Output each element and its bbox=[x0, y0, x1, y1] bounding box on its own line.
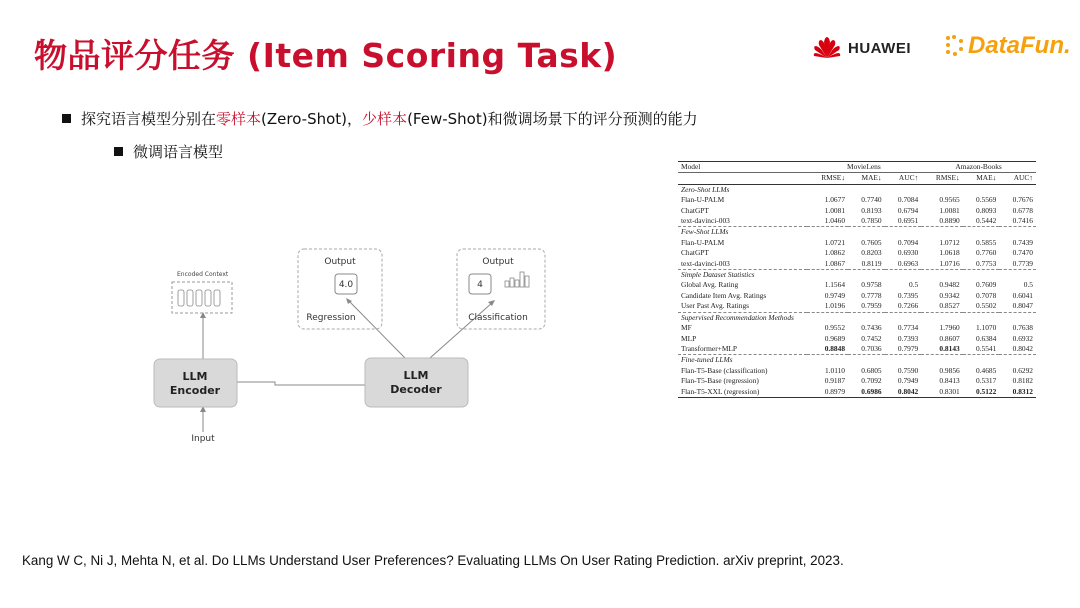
context-vectors bbox=[178, 290, 220, 306]
metric-cell: 0.7949 bbox=[897, 376, 919, 386]
metric-cell: 0.8203 bbox=[861, 248, 882, 258]
decoder-label-line1: LLM bbox=[403, 369, 429, 382]
table-row bbox=[678, 387, 1036, 398]
metric-cell: 1.0716 bbox=[939, 258, 960, 268]
bullet-1-few-shot: 少样本 bbox=[362, 110, 408, 128]
classification-label: Classification bbox=[468, 313, 528, 323]
datafun-mark-icon bbox=[944, 34, 966, 58]
metric-cell: 0.7734 bbox=[897, 323, 919, 333]
metric-cell: 0.7778 bbox=[861, 290, 882, 300]
metric-cell: 0.7036 bbox=[861, 343, 882, 353]
encoder-label-line1: LLM bbox=[182, 370, 208, 383]
bullet-square-icon bbox=[62, 114, 71, 123]
section-name: Simple Dataset Statistics bbox=[678, 270, 1036, 281]
bullet-square-icon bbox=[114, 147, 123, 156]
metric-cell: 0.4685 bbox=[976, 365, 997, 375]
section-name: Fine-tuned LLMs bbox=[678, 355, 1036, 366]
metric-header: RMSE↓ bbox=[807, 173, 848, 184]
datafun-wordmark: DataFun. bbox=[968, 32, 1071, 59]
metric-cell: 0.5502 bbox=[976, 301, 997, 311]
model-name-cell: Flan-U-PALM bbox=[681, 195, 725, 205]
classification-value: 4 bbox=[477, 280, 483, 290]
metric-cell: 1.0618 bbox=[939, 248, 960, 258]
table-row bbox=[678, 206, 1036, 216]
section-name: Zero-Shot LLMs bbox=[678, 184, 1036, 195]
model-name-cell: User Past Avg. Ratings bbox=[681, 301, 750, 311]
table-row bbox=[678, 376, 1036, 386]
encoder-label-line2: Encoder bbox=[169, 384, 221, 397]
table-row bbox=[678, 280, 1036, 290]
regression-value: 4.0 bbox=[338, 280, 354, 290]
table-section-header bbox=[678, 227, 1036, 238]
bullet-1-zero-shot: 零样本 bbox=[216, 110, 262, 128]
table-row bbox=[678, 344, 1036, 355]
metric-cell: 1.0110 bbox=[824, 365, 846, 375]
table-row bbox=[678, 259, 1036, 270]
metric-cell: 0.6930 bbox=[897, 248, 919, 258]
model-name-cell: Global Avg. Rating bbox=[681, 280, 739, 290]
metric-cell: 0.9342 bbox=[939, 290, 960, 300]
model-name-cell: ChatGPT bbox=[681, 248, 709, 258]
metric-cell: 0.7609 bbox=[976, 280, 997, 290]
table-row bbox=[678, 238, 1036, 248]
metric-cell: 0.9749 bbox=[824, 290, 846, 300]
metric-cell: 0.7760 bbox=[976, 248, 997, 258]
metric-cell: 0.6778 bbox=[1012, 205, 1033, 215]
metric-cell: 0.7959 bbox=[861, 301, 882, 311]
page-title: 物品评分任务 (Item Scoring Task) bbox=[34, 36, 618, 75]
metric-cell: 0.8093 bbox=[976, 205, 997, 215]
metric-cell: 0.5855 bbox=[976, 237, 997, 247]
metric-cell: 0.7739 bbox=[1012, 258, 1033, 268]
metric-cell: 0.6292 bbox=[1012, 365, 1033, 375]
metric-cell: 0.7753 bbox=[976, 258, 997, 268]
metric-cell: 0.8301 bbox=[921, 387, 962, 398]
classification-output-label: Output bbox=[482, 257, 514, 267]
group-amazon-books: Amazon-Books bbox=[921, 162, 1036, 173]
metric-cell: 0.7676 bbox=[1012, 195, 1033, 205]
metric-header: MAE↓ bbox=[848, 173, 885, 184]
datafun-logo bbox=[944, 32, 1071, 60]
metric-cell: 0.6986 bbox=[848, 387, 885, 398]
metric-cell: 0.9689 bbox=[824, 333, 846, 343]
metric-cell: 1.0196 bbox=[824, 301, 846, 311]
huawei-wordmark: HUAWEI bbox=[848, 39, 911, 57]
metric-cell: 0.9565 bbox=[939, 195, 960, 205]
regression-label: Regression bbox=[306, 313, 356, 323]
metric-cell: 0.7092 bbox=[861, 376, 882, 386]
metric-header: AUC↑ bbox=[885, 173, 922, 184]
bullet-2 bbox=[114, 141, 223, 162]
metric-cell: 0.5 bbox=[1023, 280, 1033, 290]
table-section-header bbox=[678, 184, 1036, 195]
table-row bbox=[678, 301, 1036, 312]
metric-cell: 0.6951 bbox=[897, 216, 919, 226]
table-row bbox=[678, 248, 1036, 258]
regression-output-label: Output bbox=[324, 257, 356, 267]
section-name: Few-Shot LLMs bbox=[678, 227, 1036, 238]
col-model-header: Model bbox=[678, 162, 807, 173]
model-name-cell: Candidate Item Avg. Ratings bbox=[681, 290, 767, 300]
results-table bbox=[678, 161, 1036, 398]
metric-cell: 1.0081 bbox=[939, 205, 960, 215]
bullet-1-text-b: (Zero-Shot)， bbox=[261, 110, 363, 128]
table-section-header bbox=[678, 270, 1036, 281]
group-movielens: MovieLens bbox=[807, 162, 922, 173]
metric-cell: 0.7436 bbox=[861, 323, 882, 333]
metric-cell: 0.5317 bbox=[976, 376, 997, 386]
table-row bbox=[678, 195, 1036, 205]
table-row bbox=[678, 366, 1036, 376]
metric-cell: 0.5442 bbox=[976, 216, 997, 226]
metric-cell: 0.7638 bbox=[1012, 323, 1033, 333]
metric-cell: 0.6041 bbox=[1012, 290, 1033, 300]
model-name-cell: Flan-T5-Base (classification) bbox=[681, 365, 768, 375]
metric-cell: 0.8042 bbox=[1012, 343, 1033, 353]
metric-cell: 0.7393 bbox=[897, 333, 919, 343]
metric-cell: 0.8890 bbox=[939, 216, 960, 226]
metric-cell: 0.7850 bbox=[861, 216, 882, 226]
metric-cell: 0.8193 bbox=[861, 205, 882, 215]
metric-cell: 0.8607 bbox=[939, 333, 960, 343]
table-section-header bbox=[678, 355, 1036, 366]
metric-cell: 0.5 bbox=[908, 280, 919, 290]
metric-cell: 0.7416 bbox=[1012, 216, 1033, 226]
bullet-2-text: 微调语言模型 bbox=[133, 143, 224, 161]
metric-cell: 1.0460 bbox=[824, 216, 846, 226]
metric-cell: 0.7590 bbox=[897, 365, 919, 375]
section-name: Supervised Recommendation Methods bbox=[678, 312, 1036, 323]
metric-cell: 0.9758 bbox=[861, 280, 882, 290]
metric-cell: 0.7078 bbox=[976, 290, 997, 300]
metric-header: RMSE↓ bbox=[921, 173, 962, 184]
metric-cell: 0.7094 bbox=[897, 237, 919, 247]
metric-cell: 0.9552 bbox=[824, 323, 846, 333]
logo-area bbox=[812, 32, 1072, 72]
metric-cell: 0.6794 bbox=[897, 205, 919, 215]
metric-cell: 1.0862 bbox=[824, 248, 846, 258]
model-name-cell: Flan-T5-XXL (regression) bbox=[678, 387, 807, 398]
metric-cell: 1.0712 bbox=[939, 237, 960, 247]
model-name-cell: MF bbox=[681, 323, 692, 333]
metric-cell: 0.6932 bbox=[1012, 333, 1033, 343]
metric-cell: 0.7395 bbox=[897, 290, 919, 300]
metric-cell: 1.1564 bbox=[824, 280, 846, 290]
metric-cell: 0.7605 bbox=[861, 237, 882, 247]
encoded-context-label: Encoded Context bbox=[177, 271, 229, 278]
table-row bbox=[678, 216, 1036, 227]
metric-cell: 0.7084 bbox=[897, 195, 919, 205]
metric-cell: 0.8312 bbox=[999, 387, 1036, 398]
metric-cell: 1.7960 bbox=[939, 323, 960, 333]
metric-cell: 0.7740 bbox=[861, 195, 882, 205]
metric-cell: 0.9187 bbox=[824, 376, 846, 386]
bullet-1 bbox=[62, 108, 698, 129]
metric-cell: 0.8413 bbox=[939, 376, 960, 386]
metric-header: AUC↑ bbox=[999, 173, 1036, 184]
metric-cell: 0.5541 bbox=[976, 343, 997, 353]
table-row bbox=[678, 323, 1036, 333]
decoder-label-line2: Decoder bbox=[390, 383, 442, 396]
model-name-cell: Flan-T5-Base (regression) bbox=[681, 376, 759, 386]
metric-cell: 1.1070 bbox=[976, 323, 997, 333]
metric-cell: 0.9856 bbox=[939, 365, 960, 375]
table-row bbox=[678, 291, 1036, 301]
metric-cell: 0.5569 bbox=[976, 195, 997, 205]
metric-cell: 1.0867 bbox=[824, 258, 846, 268]
metric-cell: 0.6963 bbox=[897, 258, 919, 268]
metric-cell: 0.7266 bbox=[897, 301, 919, 311]
model-name-cell: Flan-U-PALM bbox=[681, 237, 725, 247]
metric-cell: 0.8979 bbox=[807, 387, 848, 398]
metric-cell: 1.0677 bbox=[824, 195, 846, 205]
metric-cell: 1.0081 bbox=[824, 205, 846, 215]
metric-cell: 0.8848 bbox=[824, 343, 846, 353]
model-name-cell: text-davinci-003 bbox=[681, 258, 730, 268]
metric-cell: 0.8047 bbox=[1012, 301, 1033, 311]
huawei-logo bbox=[812, 36, 911, 60]
metric-header: MAE↓ bbox=[963, 173, 1000, 184]
metric-cell: 0.7439 bbox=[1012, 237, 1033, 247]
metric-cell: 0.7979 bbox=[897, 343, 919, 353]
metric-cell: 0.8042 bbox=[885, 387, 922, 398]
metric-cell: 1.0721 bbox=[824, 237, 846, 247]
model-name-cell: ChatGPT bbox=[681, 205, 709, 215]
metric-cell: 0.5122 bbox=[963, 387, 1000, 398]
model-name-cell: text-davinci-003 bbox=[681, 216, 730, 226]
metric-cell: 0.8143 bbox=[939, 343, 960, 353]
metric-cell: 0.9482 bbox=[939, 280, 960, 290]
metric-cell: 0.6805 bbox=[861, 365, 882, 375]
model-name-cell: Transformer+MLP bbox=[681, 343, 738, 353]
table-row bbox=[678, 334, 1036, 344]
reference-citation: Kang W C, Ni J, Mehta N, et al. Do LLMs Understand User Preferences? Evaluating LLMs On User Rating Prediction. arXiv preprint, 2023. bbox=[22, 553, 844, 568]
metric-cell: 0.6384 bbox=[976, 333, 997, 343]
bullet-1-text-a: 探究语言模型分别在 bbox=[81, 110, 217, 128]
llm-encoder-box bbox=[154, 359, 237, 407]
llm-architecture-diagram bbox=[150, 246, 550, 446]
model-name-cell: MLP bbox=[681, 333, 697, 343]
metric-cell: 0.8119 bbox=[861, 258, 882, 268]
metric-cell: 0.8527 bbox=[939, 301, 960, 311]
metric-cell: 0.7470 bbox=[1012, 248, 1033, 258]
bullet-1-text-c: (Few-Shot)和微调场景下的评分预测的能力 bbox=[407, 110, 698, 128]
metric-cell: 0.8182 bbox=[1012, 376, 1033, 386]
bar-chart-icon bbox=[505, 272, 529, 287]
input-label: Input bbox=[191, 434, 215, 444]
table-section-header bbox=[678, 312, 1036, 323]
metric-cell: 0.7452 bbox=[861, 333, 882, 343]
huawei-flower-icon bbox=[812, 36, 842, 60]
